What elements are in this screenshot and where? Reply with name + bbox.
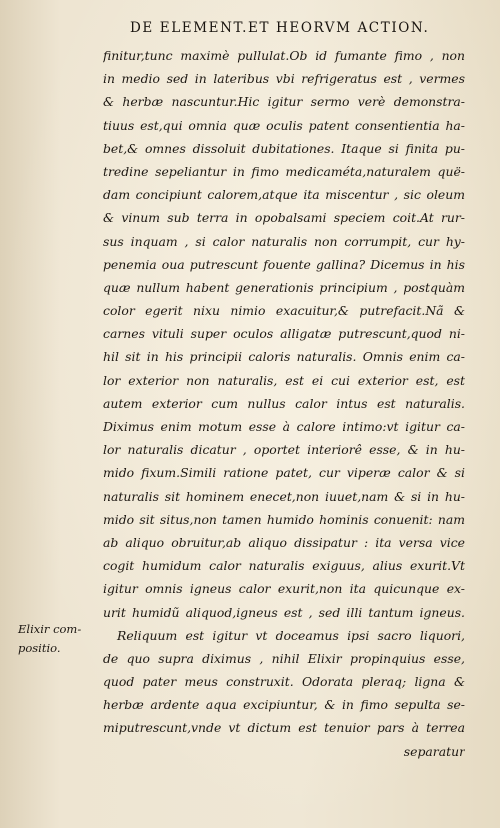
text-line: finitur,tunc maximè pullulat.Ob id fumante fimo , non (103, 48, 465, 63)
margin-note-line: positio. (18, 641, 61, 655)
text-line: Diximus enim motum esse à calore intimo:vt igitur ca- (103, 419, 465, 434)
margin-note (18, 620, 98, 658)
text-line: color egerit nixu nimio exacuitur,& putrefacit.Nã & (103, 303, 465, 319)
text-line: herbæ ardente aqua excipiuntur, & in fimo sepulta se- (103, 697, 465, 713)
text-line: in medio sed in lateribus vbi refrigeratus est , vermes (103, 71, 465, 87)
paragraph-first-line: Reliquum est igitur vt doceamus ipsi sacro liquori, (117, 627, 465, 643)
running-head: DE ELEMENT.ET HEORVM ACTION. (130, 20, 430, 36)
text-line: mido fixum.Simili ratione patet, cur viperæ calor & si (103, 465, 465, 481)
catchword-line: separatur (403, 743, 465, 759)
text-line: hil sit in his principii caloris naturalis. Omnis enim ca- (103, 349, 465, 365)
text-line: naturalis sit hominem enecet,non iuuet,nam & si in hu- (103, 488, 465, 504)
text-line: & vinum sub terra in opobalsami speciem coit.At rur- (103, 210, 465, 226)
text-line: tredine sepeliantur in fimo medicaméta,naturalem quë- (103, 163, 465, 179)
text-line: quæ nullum habent generationis principium , postquàm (103, 279, 465, 295)
text-line: quod pater meus construxit. Odorata pleraq; ligna & (103, 674, 465, 690)
body-text (103, 44, 465, 763)
text-line: lor naturalis dicatur , oportet interiorê esse, & in hu- (103, 442, 465, 458)
text-line: de quo supra diximus , nihil Elixir propinquius esse, (103, 650, 465, 666)
text-line: ab aliquo obruitur,ab aliquo dissipatur : ita versa vice (103, 534, 465, 550)
text-line: tiuus est,qui omnia quæ oculis patent consentientia ha- (103, 117, 465, 133)
text-line: mido sit situs,non tamen humido hominis conuenit: nam (103, 511, 465, 527)
text-line: miputrescunt,vnde vt dictum est tenuior pars à terrea (103, 720, 465, 736)
text-line: dam concipiunt calorem,atque ita miscentur , sic oleum (103, 187, 465, 203)
text-line: autem exterior cum nullus calor intus est naturalis. (103, 395, 465, 411)
text-line: & herbæ nascuntur.Hic igitur sermo verè demonstra- (103, 94, 465, 110)
text-line: igitur omnis igneus calor exurit,non ita quicunque ex- (103, 581, 465, 597)
margin-note-line: Elixir com- (18, 622, 82, 636)
text-line: lor exterior non naturalis, est ei cui exterior est, est (103, 372, 465, 388)
text-line: urit humidũ aliquod,igneus est , sed illi tantum igneus. (103, 604, 465, 620)
text-line: bet,& omnes dissoluit dubitationes. Itaque si finita pu- (103, 140, 465, 156)
text-line: penemia oua putrescunt fouente gallina? Dicemus in his (103, 256, 465, 272)
text-line: cogit humidum calor naturalis exiguus, alius exurit.Vt (103, 558, 465, 574)
text-line: carnes vituli super oculos alligatæ putrescunt,quod ni- (103, 326, 465, 342)
text-line: sus inquam , si calor naturalis non corrumpit, cur hy- (103, 233, 465, 249)
